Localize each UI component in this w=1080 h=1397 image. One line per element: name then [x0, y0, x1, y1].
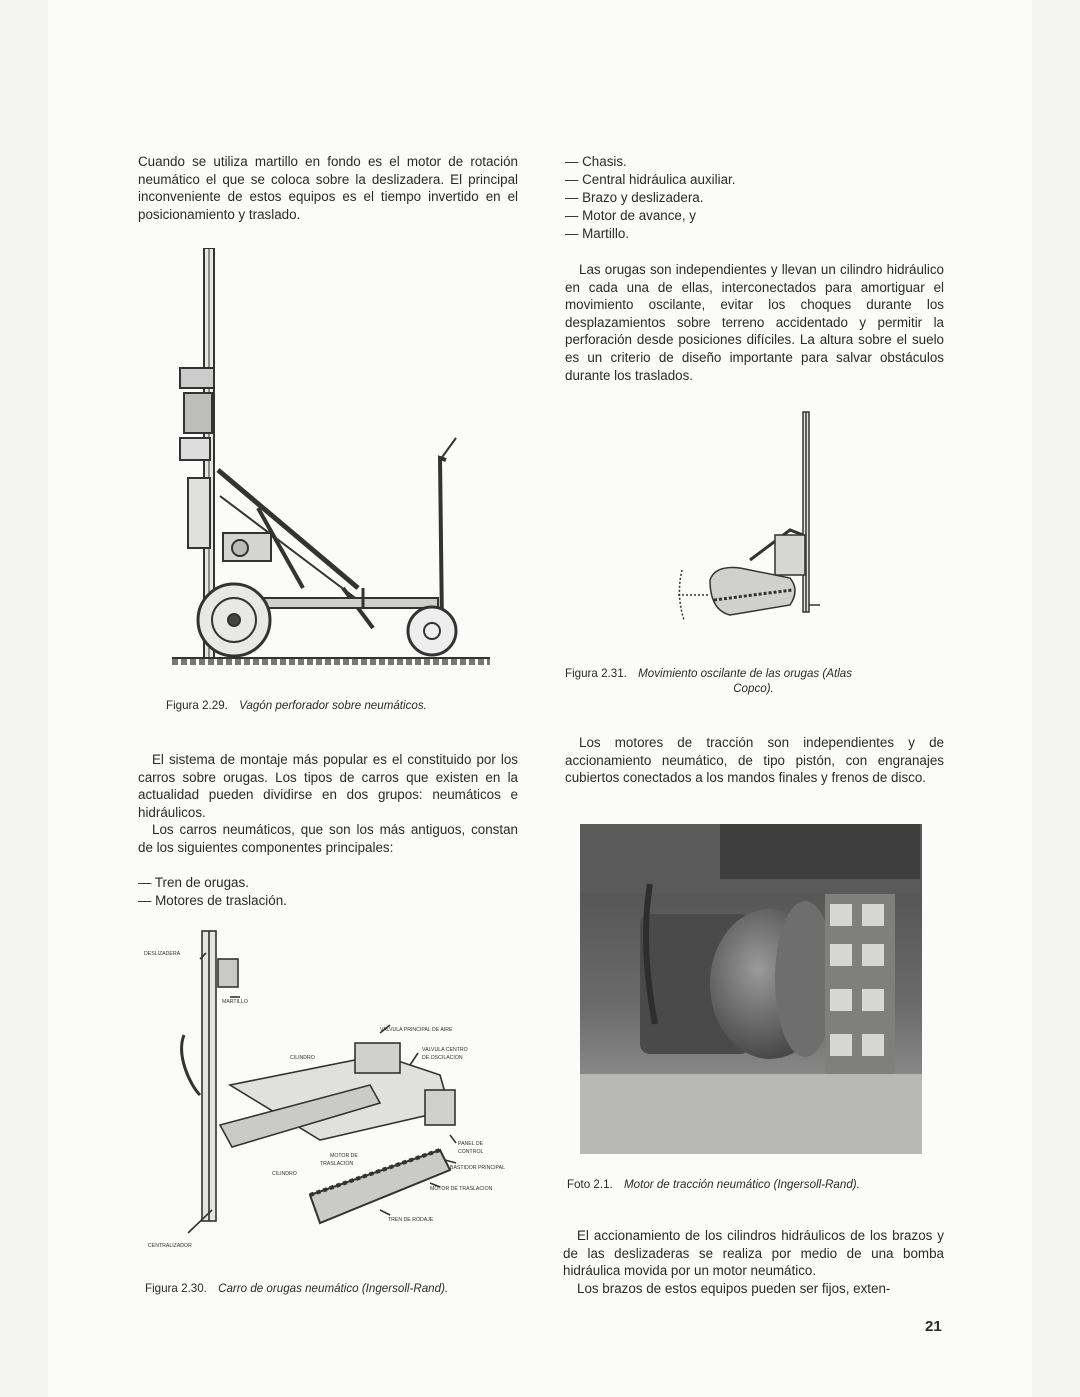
orugas-paragraph	[565, 261, 944, 384]
figure-2-30-caption	[145, 1281, 448, 1296]
list-item: — Brazo y deslizadera.	[565, 189, 735, 207]
figure-2-30-title: Carro de orugas neumático (Ingersoll-Rand).	[218, 1282, 449, 1295]
label-motor-trasl-2: TRASLACION	[320, 1161, 354, 1167]
label-deslizadera: DESLIZADERA	[144, 951, 181, 957]
figure-2-31-oscillating-tracks	[670, 410, 840, 635]
list-item: — Tren de orugas.	[138, 874, 287, 892]
accionamiento-paragraph	[563, 1227, 944, 1297]
photo-2-1-caption	[567, 1177, 860, 1192]
photo-2-1-label: Foto 2.1.	[567, 1178, 613, 1191]
intro-text: Cuando se utiliza martillo en fondo es el motor de rotación neumático el que se coloca sobre la deslizadera. El principal inconveniente de estos equipos es el tiempo invertido en el posicionamiento y traslado.	[138, 154, 518, 222]
figure-2-30-crawler-carriage	[140, 925, 530, 1255]
photo-2-1-title: Motor de tracción neumático (Ingersoll-Rand).	[624, 1178, 860, 1191]
list-item: — Chasis.	[565, 153, 735, 171]
page-number: 21	[925, 1318, 942, 1335]
photo-2-1-traction-motor	[580, 824, 922, 1154]
label-tren: TREN DE RODAJE	[388, 1217, 434, 1223]
label-valvula-principal: VALVULA PRINCIPAL DE AIRE	[380, 1027, 453, 1033]
figure-2-31-label: Figura 2.31.	[565, 667, 627, 680]
montaje-text: El sistema de montaje más popular es el constituido por los carros sobre orugas. Los tipos de carros que existen en la actualidad pueden dividirse en dos grupos: neumáticos e hidráulicos.	[138, 752, 518, 820]
brazos-text: Los brazos de estos equipos pueden ser fijos, exten-	[577, 1280, 891, 1296]
figure-2-31-title-2: Copco).	[733, 682, 774, 695]
label-panel-1: PANEL DE	[458, 1141, 484, 1147]
figure-2-29-drill-wagon	[168, 248, 498, 668]
label-cilindro-bottom: CILINDRO	[272, 1171, 297, 1177]
label-cilindro-top: CILINDRO	[290, 1055, 315, 1061]
figure-2-29-label: Figura 2.29.	[166, 699, 228, 712]
motores-text: Los motores de tracción son independientes y de accionamiento neumático, de tipo pistón, con engranajes cubiertos conectados a los mandos finales y frenos de disco.	[565, 735, 944, 786]
figure-2-29-caption	[166, 698, 427, 713]
right-components-list	[565, 153, 735, 243]
list-item: — Martillo.	[565, 225, 735, 243]
motores-paragraph	[565, 734, 944, 787]
list-item: — Motores de traslación.	[138, 892, 287, 910]
label-valvula-centro-1: VALVULA CENTRO	[422, 1047, 468, 1053]
figure-2-29-title: Vagón perforador sobre neumáticos.	[239, 699, 427, 712]
label-martillo: MARTILLO	[222, 999, 248, 1005]
list-item: — Central hidráulica auxiliar.	[565, 171, 735, 189]
montaje-paragraph	[138, 751, 518, 857]
list-item: — Motor de avance, y	[565, 207, 735, 225]
figure-2-31-title-1: Movimiento oscilante de las orugas (Atlas	[638, 667, 853, 680]
intro-paragraph	[138, 153, 518, 223]
label-bastidor: BASTIDOR PRINCIPAL	[450, 1165, 505, 1171]
accionamiento-text: El accionamiento de los cilindros hidráulicos de los brazos y de las deslizaderas se realiza por medio de una bomba hidráulica movida por un motor neumático.	[563, 1228, 944, 1279]
carros-text: Los carros neumáticos, que son los más antiguos, constan de los siguientes componentes principales:	[138, 822, 518, 855]
label-centralizador: CENTRALIZADOR	[148, 1243, 192, 1249]
label-panel-2: CONTROL	[458, 1149, 484, 1155]
label-motor-de-traslacion: MOTOR DE TRASLACION	[430, 1186, 493, 1192]
label-valvula-centro-2: DE OSCILACION	[422, 1055, 463, 1061]
orugas-text: Las orugas son independientes y llevan un cilindro hidráulico en cada una de ellas, interconectados para amortiguar el movimiento oscilante, evitar los choques durante los desplazamientos sobre terreno accidentado y permitir la perforación desde posiciones difíciles. La altura sobre el suelo es un criterio de diseño importante para salvar obstáculos durante los traslados.	[565, 262, 944, 383]
left-components-list	[138, 874, 287, 910]
figure-2-30-label: Figura 2.30.	[145, 1282, 207, 1295]
figure-2-31-caption	[565, 666, 942, 696]
label-motor-trasl-1: MOTOR DE	[330, 1153, 358, 1159]
